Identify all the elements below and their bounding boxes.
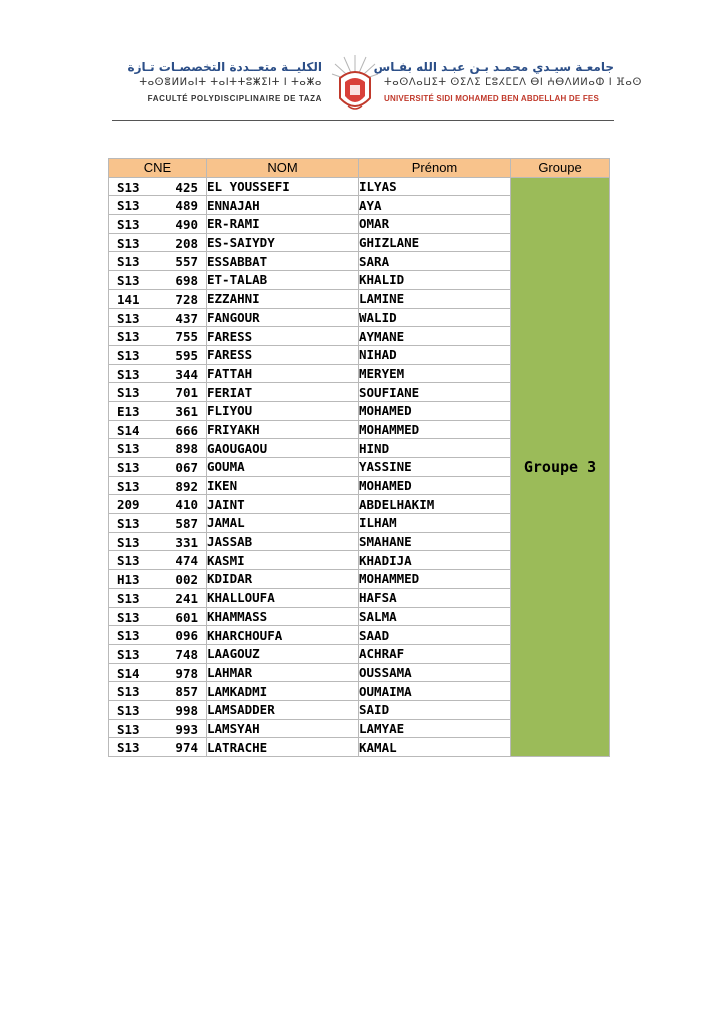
nom-cell: ESSABBAT (207, 252, 359, 271)
cne-cell (109, 215, 207, 234)
cne-cell (109, 551, 207, 570)
university-name-tifinagh: ⵜⴰⵙⴷⴰⵡⵉⵜ ⵙⵉⴷⵉ ⵎⵓⵃⵎⵎⴷ ⴱⵏ ⵄⴱⴷⵍⵍⴰⵀ ⵏ ⴼⴰⵙ (384, 77, 642, 88)
column-header-nom: NOM (207, 159, 359, 178)
cne-suffix: 601 (175, 609, 198, 625)
table-header-row (109, 159, 610, 178)
cne-prefix: S13 (117, 198, 140, 214)
cne-cell (109, 420, 207, 439)
nom-cell: LAHMAR (207, 663, 359, 682)
cne-cell (109, 738, 207, 757)
cne-suffix: 748 (175, 646, 198, 662)
nom-cell: LAMSADDER (207, 700, 359, 719)
cne-cell (109, 289, 207, 308)
cne-prefix: S13 (117, 254, 140, 270)
nom-cell: FATTAH (207, 364, 359, 383)
cne-prefix: S13 (117, 684, 140, 700)
cne-prefix: S13 (117, 385, 140, 401)
prenom-cell: OUMAIMA (359, 682, 511, 701)
cne-suffix: 361 (175, 403, 198, 419)
cne-prefix: S13 (117, 441, 140, 457)
cne-cell (109, 588, 207, 607)
prenom-cell: SAAD (359, 626, 511, 645)
cne-suffix: 755 (175, 329, 198, 345)
prenom-cell: LAMYAE (359, 719, 511, 738)
cne-cell (109, 570, 207, 589)
student-list-table (108, 158, 610, 757)
nom-cell: JAMAL (207, 514, 359, 533)
nom-cell: KHARCHOUFA (207, 626, 359, 645)
nom-cell: ES-SAIYDY (207, 233, 359, 252)
cne-prefix: E13 (117, 403, 140, 419)
cne-cell (109, 682, 207, 701)
prenom-cell: YASSINE (359, 458, 511, 477)
cne-cell (109, 663, 207, 682)
cne-cell (109, 364, 207, 383)
cne-suffix: 974 (175, 740, 198, 756)
cne-suffix: 096 (175, 628, 198, 644)
prenom-cell: AYA (359, 196, 511, 215)
faculty-name-french: FACULTÉ POLYDISCIPLINAIRE DE TAZA (147, 94, 322, 103)
prenom-cell: MOHAMED (359, 401, 511, 420)
nom-cell: KASMI (207, 551, 359, 570)
cne-cell (109, 401, 207, 420)
cne-prefix: S13 (117, 628, 140, 644)
cne-suffix: 410 (175, 497, 198, 513)
nom-cell: KHAMMASS (207, 607, 359, 626)
cne-cell (109, 532, 207, 551)
cne-prefix: S13 (117, 310, 140, 326)
prenom-cell: ILHAM (359, 514, 511, 533)
nom-cell: FRIYAKH (207, 420, 359, 439)
prenom-cell: MOHAMED (359, 476, 511, 495)
nom-cell: FARESS (207, 327, 359, 346)
nom-cell: ET-TALAB (207, 271, 359, 290)
cne-suffix: 557 (175, 254, 198, 270)
prenom-cell: OMAR (359, 215, 511, 234)
cne-prefix: S13 (117, 646, 140, 662)
cne-prefix: S13 (117, 516, 140, 532)
cne-suffix: 208 (175, 235, 198, 251)
nom-cell: FERIAT (207, 383, 359, 402)
university-logo (330, 52, 380, 116)
cne-cell (109, 607, 207, 626)
nom-cell: ENNAJAH (207, 196, 359, 215)
cne-cell (109, 476, 207, 495)
cne-suffix: 489 (175, 198, 198, 214)
cne-prefix: 141 (117, 291, 140, 307)
cne-suffix: 067 (175, 460, 198, 475)
nom-cell: FLIYOU (207, 401, 359, 420)
prenom-cell: OUSSAMA (359, 663, 511, 682)
cne-suffix: 993 (175, 721, 198, 737)
cne-suffix: 344 (175, 366, 198, 382)
cne-cell (109, 177, 207, 196)
nom-cell: EL YOUSSEFI (207, 177, 359, 196)
cne-cell (109, 719, 207, 738)
nom-cell: LATRACHE (207, 738, 359, 757)
cne-suffix: 701 (175, 385, 198, 401)
prenom-cell: ACHRAF (359, 644, 511, 663)
university-name-arabic: جامعـة سيـدي محمـد بـن عبـد الله بفـاس (373, 60, 614, 74)
prenom-cell: KHADIJA (359, 551, 511, 570)
cne-cell (109, 514, 207, 533)
cne-suffix: 892 (175, 478, 198, 494)
cne-cell (109, 233, 207, 252)
cne-suffix: 490 (175, 217, 198, 233)
cne-suffix: 898 (175, 441, 198, 457)
prenom-cell: KAMAL (359, 738, 511, 757)
cne-prefix: S14 (117, 422, 140, 438)
cne-suffix: 587 (175, 516, 198, 532)
cne-prefix: S13 (117, 329, 140, 345)
cne-cell (109, 252, 207, 271)
university-block (373, 60, 642, 103)
cne-prefix: S13 (117, 702, 140, 718)
cne-prefix: S13 (117, 590, 140, 606)
prenom-cell: GHIZLANE (359, 233, 511, 252)
cne-cell (109, 383, 207, 402)
prenom-cell: SMAHANE (359, 532, 511, 551)
cne-prefix: S13 (117, 740, 140, 756)
cne-suffix: 978 (175, 665, 198, 681)
table-row (109, 177, 610, 196)
prenom-cell: LAMINE (359, 289, 511, 308)
nom-cell: ER-RAMI (207, 215, 359, 234)
cne-cell (109, 345, 207, 364)
header-divider (112, 120, 614, 121)
prenom-cell: SALMA (359, 607, 511, 626)
university-name-french: UNIVERSITÉ SIDI MOHAMED BEN ABDELLAH DE FES (384, 94, 599, 103)
column-header-cne: CNE (109, 159, 207, 178)
nom-cell: LAMKADMI (207, 682, 359, 701)
cne-suffix: 241 (175, 590, 198, 606)
nom-cell: IKEN (207, 476, 359, 495)
cne-cell (109, 458, 207, 477)
prenom-cell: ILYAS (359, 177, 511, 196)
prenom-cell: MERYEM (359, 364, 511, 383)
prenom-cell: HIND (359, 439, 511, 458)
cne-prefix: S13 (117, 273, 140, 289)
prenom-cell: WALID (359, 308, 511, 327)
cne-cell (109, 644, 207, 663)
prenom-cell: KHALID (359, 271, 511, 290)
cne-suffix: 998 (175, 702, 198, 718)
nom-cell: LAAGOUZ (207, 644, 359, 663)
cne-cell (109, 495, 207, 514)
nom-cell: KHALLOUFA (207, 588, 359, 607)
faculty-name-tifinagh: ⵜⴰⵙⴻⵍⵍⴰⵏⵜ ⵜⴰⵏⵜⵜⵓⵥⵉⵏⵜ ⵏ ⵜⴰⵥⴰ (139, 77, 322, 88)
cne-prefix: S13 (117, 460, 140, 475)
nom-cell: GOUMA (207, 458, 359, 477)
cne-suffix: 728 (175, 291, 198, 307)
cne-suffix: 474 (175, 553, 198, 569)
group-label-cell: Groupe 3 (511, 177, 610, 756)
cne-suffix: 857 (175, 684, 198, 700)
cne-cell (109, 308, 207, 327)
column-header-groupe: Groupe (511, 159, 610, 178)
cne-suffix: 595 (175, 347, 198, 363)
page-header (112, 52, 642, 122)
cne-prefix: S13 (117, 721, 140, 737)
cne-suffix: 002 (175, 572, 198, 588)
cne-suffix: 437 (175, 310, 198, 326)
prenom-cell: AYMANE (359, 327, 511, 346)
cne-prefix: S13 (117, 179, 140, 195)
cne-prefix: H13 (117, 572, 140, 588)
cne-prefix: S13 (117, 534, 140, 550)
cne-cell (109, 700, 207, 719)
prenom-cell: NIHAD (359, 345, 511, 364)
faculty-name-arabic: الكليــة متعــددة التخصصـات تـازة (127, 60, 322, 74)
faculty-block (112, 60, 322, 103)
cne-prefix: S13 (117, 609, 140, 625)
cne-cell (109, 626, 207, 645)
nom-cell: FARESS (207, 345, 359, 364)
prenom-cell: HAFSA (359, 588, 511, 607)
cne-prefix: S13 (117, 478, 140, 494)
cne-suffix: 425 (175, 179, 198, 195)
cne-prefix: S13 (117, 217, 140, 233)
cne-prefix: 209 (117, 497, 140, 513)
cne-prefix: S14 (117, 665, 140, 681)
nom-cell: FANGOUR (207, 308, 359, 327)
cne-prefix: S13 (117, 366, 140, 382)
prenom-cell: SARA (359, 252, 511, 271)
nom-cell: GAOUGAOU (207, 439, 359, 458)
prenom-cell: SOUFIANE (359, 383, 511, 402)
cne-suffix: 698 (175, 273, 198, 289)
prenom-cell: MOHAMMED (359, 570, 511, 589)
cne-suffix: 666 (175, 422, 198, 438)
cne-prefix: S13 (117, 553, 140, 569)
cne-cell (109, 271, 207, 290)
cne-prefix: S13 (117, 347, 140, 363)
prenom-cell: ABDELHAKIM (359, 495, 511, 514)
cne-cell (109, 196, 207, 215)
nom-cell: JAINT (207, 495, 359, 514)
prenom-cell: MOHAMMED (359, 420, 511, 439)
cne-prefix: S13 (117, 235, 140, 251)
cne-suffix: 331 (175, 534, 198, 550)
cne-cell (109, 439, 207, 458)
nom-cell: EZZAHNI (207, 289, 359, 308)
prenom-cell: SAID (359, 700, 511, 719)
nom-cell: KDIDAR (207, 570, 359, 589)
nom-cell: LAMSYAH (207, 719, 359, 738)
column-header-prenom: Prénom (359, 159, 511, 178)
cne-cell (109, 327, 207, 346)
nom-cell: JASSAB (207, 532, 359, 551)
